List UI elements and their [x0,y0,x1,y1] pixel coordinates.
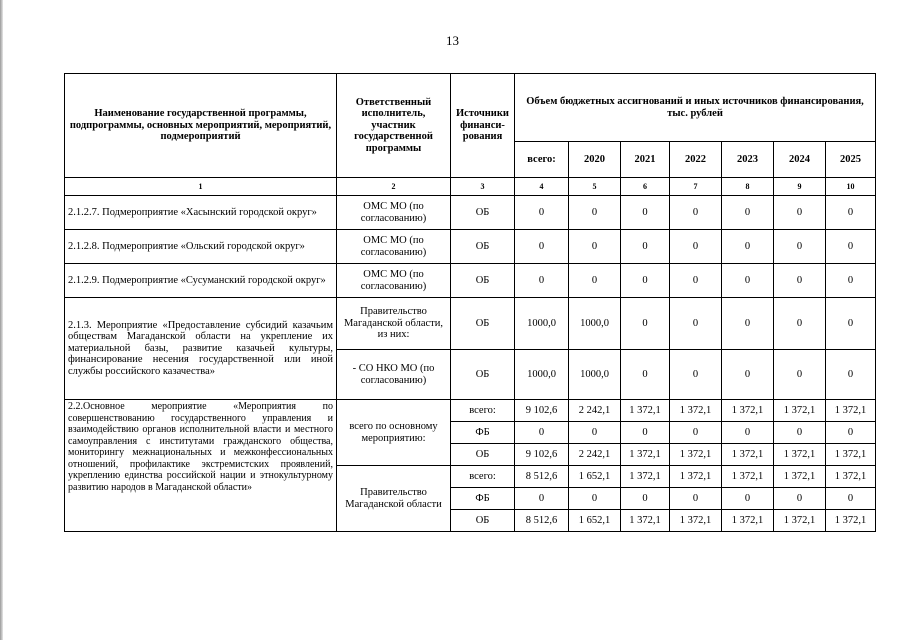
value-cell: 1 372,1 [621,466,670,488]
row-executor: - СО НКО МО (по согласованию) [337,350,451,400]
value-cell: 0 [515,264,569,298]
value-cell: 1 372,1 [774,444,826,466]
column-index: 6 [621,178,670,196]
value-cell: 0 [569,422,621,444]
value-cell: 1 372,1 [826,400,876,422]
value-cell: 1 372,1 [826,466,876,488]
header-year: 2020 [569,142,621,178]
value-cell: 1 372,1 [722,466,774,488]
row-source: ОБ [451,230,515,264]
value-cell: 1 372,1 [670,444,722,466]
row-source: ОБ [451,264,515,298]
row-name: 2.1.3. Мероприятие «Предоставление субсидий казачьим обществам Магаданской области на укрепление их материальной базы, развитие казачьей культуры, финансирование несения государственной или иной службы российского казачества» [65,298,337,400]
value-cell: 0 [670,422,722,444]
value-cell: 0 [621,196,670,230]
value-cell: 0 [515,230,569,264]
value-cell: 0 [826,350,876,400]
value-cell: 0 [670,196,722,230]
row-source: ОБ [451,444,515,466]
value-cell: 1000,0 [515,350,569,400]
value-cell: 1 372,1 [621,400,670,422]
value-cell: 0 [621,488,670,510]
value-cell: 0 [621,230,670,264]
value-cell: 0 [722,264,774,298]
row-source: всего: [451,466,515,488]
value-cell: 0 [621,350,670,400]
header-source: Источники финанси-рования [451,74,515,178]
column-index: 5 [569,178,621,196]
budget-table [64,73,876,532]
value-cell: 0 [515,422,569,444]
value-cell: 2 242,1 [569,400,621,422]
row-name: 2.2.Основное мероприятие «Мероприятия по совершенствованию государственного управления и взаимодействию органов исполнительной власти и местного самоуправления с институтами гражданского общества, мониторингу межнациональных и межконфессиональных отношений, профилактике экстремистских проявлений, укреплению единства российской нации и этнокультурному развитию народов в Магаданской области» [65,400,337,532]
value-cell: 1 372,1 [621,444,670,466]
value-cell: 1 372,1 [621,510,670,532]
value-cell: 0 [826,298,876,350]
value-cell: 0 [569,230,621,264]
row-source: ОБ [451,196,515,230]
value-cell: 0 [670,298,722,350]
row-name: 2.1.2.7. Подмероприятие «Хасынский городской округ» [65,196,337,230]
value-cell: 1000,0 [515,298,569,350]
value-cell: 0 [826,264,876,298]
header-year: всего: [515,142,569,178]
value-cell: 0 [722,230,774,264]
row-name: 2.1.2.9. Подмероприятие «Сусуманский городской округ» [65,264,337,298]
value-cell: 1 372,1 [774,466,826,488]
table-row [65,400,876,422]
header-year: 2023 [722,142,774,178]
row-executor: ОМС МО (по согласованию) [337,264,451,298]
row-source: ОБ [451,510,515,532]
value-cell: 1000,0 [569,350,621,400]
value-cell: 0 [774,350,826,400]
value-cell: 1 372,1 [774,400,826,422]
column-index: 3 [451,178,515,196]
column-index: 1 [65,178,337,196]
value-cell: 1 372,1 [826,510,876,532]
value-cell: 0 [722,422,774,444]
value-cell: 1 372,1 [670,400,722,422]
value-cell: 1 372,1 [670,466,722,488]
scan-edge [0,0,3,640]
value-cell: 0 [621,298,670,350]
table-row [65,264,876,298]
value-cell: 0 [569,488,621,510]
value-cell: 1 372,1 [722,400,774,422]
column-index: 4 [515,178,569,196]
value-cell: 8 512,6 [515,466,569,488]
value-cell: 0 [670,230,722,264]
value-cell: 1 652,1 [569,466,621,488]
value-cell: 9 102,6 [515,444,569,466]
value-cell: 0 [722,350,774,400]
value-cell: 0 [774,298,826,350]
header-year: 2022 [670,142,722,178]
column-index-row [65,178,876,196]
row-source: всего: [451,400,515,422]
row-executor: Правительство Магаданской области, из них: [337,298,451,350]
row-executor: ОМС МО (по согласованию) [337,196,451,230]
header-year: 2025 [826,142,876,178]
page-number: 13 [446,33,459,48]
value-cell: 0 [774,196,826,230]
row-source: ОБ [451,298,515,350]
column-index: 10 [826,178,876,196]
row-source: ФБ [451,488,515,510]
column-index: 2 [337,178,451,196]
value-cell: 0 [774,230,826,264]
value-cell: 0 [826,422,876,444]
value-cell: 1 652,1 [569,510,621,532]
row-executor: Правительство Магаданской области [337,466,451,532]
table-row [65,196,876,230]
value-cell: 0 [722,488,774,510]
row-source: ФБ [451,422,515,444]
header-executor: Ответственный исполнитель, участник государственной программы [337,74,451,178]
value-cell: 0 [826,196,876,230]
column-index: 8 [722,178,774,196]
value-cell: 1 372,1 [670,510,722,532]
row-source: ОБ [451,350,515,400]
value-cell: 0 [569,264,621,298]
header-year: 2024 [774,142,826,178]
value-cell: 1 372,1 [722,444,774,466]
value-cell: 2 242,1 [569,444,621,466]
value-cell: 0 [515,196,569,230]
value-cell: 0 [670,350,722,400]
value-cell: 0 [826,488,876,510]
value-cell: 1000,0 [569,298,621,350]
value-cell: 8 512,6 [515,510,569,532]
row-name: 2.1.2.8. Подмероприятие «Ольский городской округ» [65,230,337,264]
row-executor: всего по основному мероприятию: [337,400,451,466]
row-executor: ОМС МО (по согласованию) [337,230,451,264]
column-index: 7 [670,178,722,196]
table-row [65,230,876,264]
header-volume: Объем бюджетных ассигнований и иных источников финансирования, тыс. рублей [515,74,876,142]
value-cell: 1 372,1 [826,444,876,466]
value-cell: 0 [774,488,826,510]
value-cell: 0 [774,422,826,444]
header-name: Наименование государственной программы, подпрограммы, основных мероприятий, мероприятий, подмероприятий [65,74,337,178]
table-row [65,298,876,350]
value-cell: 0 [722,298,774,350]
value-cell: 0 [670,264,722,298]
value-cell: 0 [515,488,569,510]
value-cell: 0 [621,264,670,298]
value-cell: 1 372,1 [722,510,774,532]
header-year: 2021 [621,142,670,178]
value-cell: 0 [569,196,621,230]
value-cell: 0 [774,264,826,298]
value-cell: 1 372,1 [774,510,826,532]
column-index: 9 [774,178,826,196]
value-cell: 0 [826,230,876,264]
value-cell: 9 102,6 [515,400,569,422]
value-cell: 0 [670,488,722,510]
value-cell: 0 [621,422,670,444]
value-cell: 0 [722,196,774,230]
